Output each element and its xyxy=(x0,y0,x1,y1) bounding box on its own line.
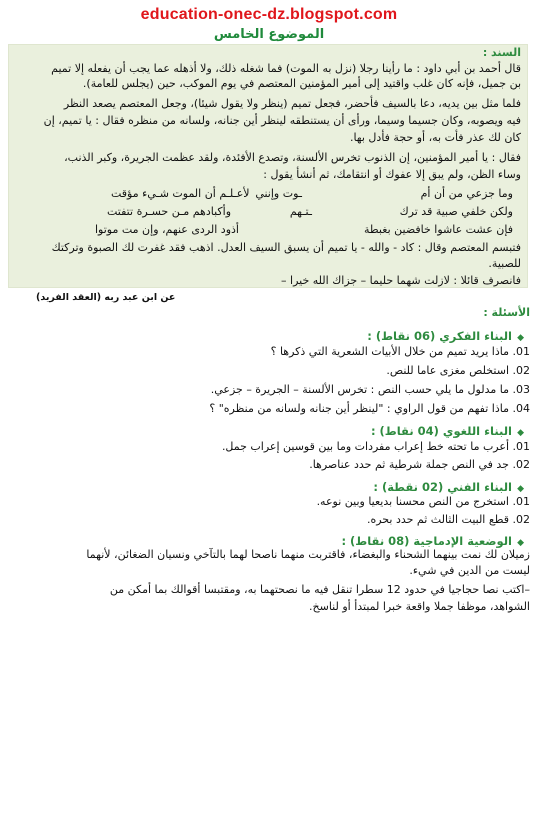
q2-2 xyxy=(309,458,530,471)
verse-1-mid: ـوت وإنني xyxy=(255,187,302,200)
q-number: .02 xyxy=(512,458,530,471)
doc-title: الموضوع الخامس xyxy=(213,27,325,42)
q-text: قطع البيت الثالث ثم حدد بحره. xyxy=(366,513,509,526)
verse-3-right: فإن عشت عاشوا خافضين بغبطة xyxy=(364,223,513,236)
section-2-title: البناء اللغوي (04 نقاط) : xyxy=(370,424,512,438)
text-line-4: فيه ويصوبه، وكان جسيما وسيما، ورأى أن يستنطقه لينظر أين جنانه، ولسانه من منظره فقال : يا تميم، إن xyxy=(43,114,521,127)
verse-1-right: وما جزعي من أن أم xyxy=(420,187,513,200)
q3-2 xyxy=(367,513,530,526)
text-line-2: بن جميل، فإنه كان غلب واقتيد إلى أمير المؤمنين المعتصم في يوم الموكب، حين (يجلس للعامة). xyxy=(82,77,521,90)
section-2-heading xyxy=(371,420,524,439)
text-box xyxy=(8,44,528,288)
text-label: السند : xyxy=(482,46,521,59)
diamond-bullet-icon: ◆ xyxy=(517,484,524,494)
section-3-title: البناء الفني (02 نقطة) : xyxy=(373,480,512,494)
text-line-3: فلما مثل بين يديه، دعا بالسيف فأحضر، فجعل تميم (ينظر ولا يقول شيئا)، وجعل المعتصم يصعد النظر xyxy=(63,97,521,110)
verse-2-left: وأكبادهم مـن حسـرة تتفتت xyxy=(107,205,232,218)
q-number: .01 xyxy=(512,495,530,508)
source-citation: عن ابن عبد ربه (العقد الفريد) xyxy=(36,292,176,303)
q-number: .03 xyxy=(512,383,530,396)
text-line-5: كان لك عذر فأت به، أو حجة فأدل بها. xyxy=(349,131,521,144)
q-number: .02 xyxy=(512,364,530,377)
verse-2-mid: ـتـهم xyxy=(289,205,312,218)
q-text: ماذا تفهم من قول الراوي : "لينظر أين جنانه ولسانه من منظره" ؟ xyxy=(209,402,509,415)
q1-1 xyxy=(271,345,530,358)
q-number: .02 xyxy=(512,513,530,526)
text-after-1: فتبسم المعتصم وقال : كاد - والله - يا تميم أن يسبق السيف العدل. اذهب فقد غفرت لك الصبوة وتركتك xyxy=(51,241,521,254)
q-number: .04 xyxy=(512,402,530,415)
q-text: جد في النص جملة شرطية ثم حدد عناصرها. xyxy=(309,458,509,471)
q-number: .01 xyxy=(512,345,530,358)
q-text: أعرب ما تحته خط إعراب مفردات وما بين قوسين إعراب جمل. xyxy=(221,440,509,453)
integration-line-3: –اكتب نصا حجاجيا في حدود 12 سطرا تنقل فيه ما نصحتهما به، ومقتبسا أقوالك بما أمكن من xyxy=(109,583,530,596)
text-after-2: للصبية. xyxy=(488,257,521,270)
section-1-heading xyxy=(367,325,524,344)
diamond-bullet-icon: ◆ xyxy=(517,333,524,343)
section-1-title: البناء الفكري (06 نقاط) : xyxy=(367,329,512,343)
integration-line-1: زميلان لك نمت بينهما الشحناء والبغضاء، فاقتربت منهما ناصحا لهما بالتآخي ونسيان الضغائن، لأنهما xyxy=(86,548,530,561)
questions-label: الأسئلة : xyxy=(483,306,530,319)
verse-1-left: لأعـلـم أن الموت شـيء مؤقت xyxy=(111,187,250,200)
text-line-1: قال أحمد بن أبي داود : ما رأينا رجلا (نزل به الموت) فما شغله ذلك، ولا أذهله عما يجب أن يفعله إلا تميم xyxy=(51,62,521,75)
text-after-3: فانصرف قائلا : لازلت شهما حليما – جزاك الله خيرا – xyxy=(281,274,521,287)
q-text: استخرج من النص محسنا بديعيا وبين نوعه. xyxy=(316,495,509,508)
q-text: استخلص مغزى عاما للنص. xyxy=(386,364,509,377)
q1-2 xyxy=(386,364,530,377)
diamond-bullet-icon: ◆ xyxy=(517,428,524,438)
q-number: .01 xyxy=(512,440,530,453)
q1-4 xyxy=(209,402,530,415)
text-line-7: وساء الظن، ولم يبق إلا عفوك أو انتقامك، ثم أنشأ يقول : xyxy=(263,168,521,181)
site-url[interactable]: education-onec-dz.blogspot.com xyxy=(140,6,398,23)
section-3-heading xyxy=(373,476,524,495)
q2-1 xyxy=(222,440,530,453)
section-4-heading xyxy=(341,530,524,549)
diamond-bullet-icon: ◆ xyxy=(517,538,524,548)
section-4-title: الوضعية الإدماجية (08 نقاط) : xyxy=(341,534,512,548)
q-text: ماذا يريد تميم من خلال الأبيات الشعرية التي ذكرها ؟ xyxy=(270,345,509,358)
q3-1 xyxy=(317,495,530,508)
q1-3 xyxy=(211,383,530,396)
verse-3-left: أذود الردى عنهم، وإن مت موتوا xyxy=(95,223,239,236)
integration-line-2: ليست من الدين في شيء. xyxy=(409,564,530,577)
text-line-6: فقال : يا أمير المؤمنين، إن الذنوب تخرس الألسنة، وتصدع الأفئدة، ولقد عظمت الجريرة، وكبر الذنب، xyxy=(64,151,521,164)
verse-2-right: ولكن خلفي صبية قد ترك xyxy=(399,205,513,218)
integration-line-4: الشواهد، موظفا جملا واقعة خبرا لمبتدأ أو لناسخ. xyxy=(309,600,530,613)
q-text: ما مدلول ما يلي حسب النص : تخرس الألسنة – الجريرة – جزعي. xyxy=(210,383,509,396)
